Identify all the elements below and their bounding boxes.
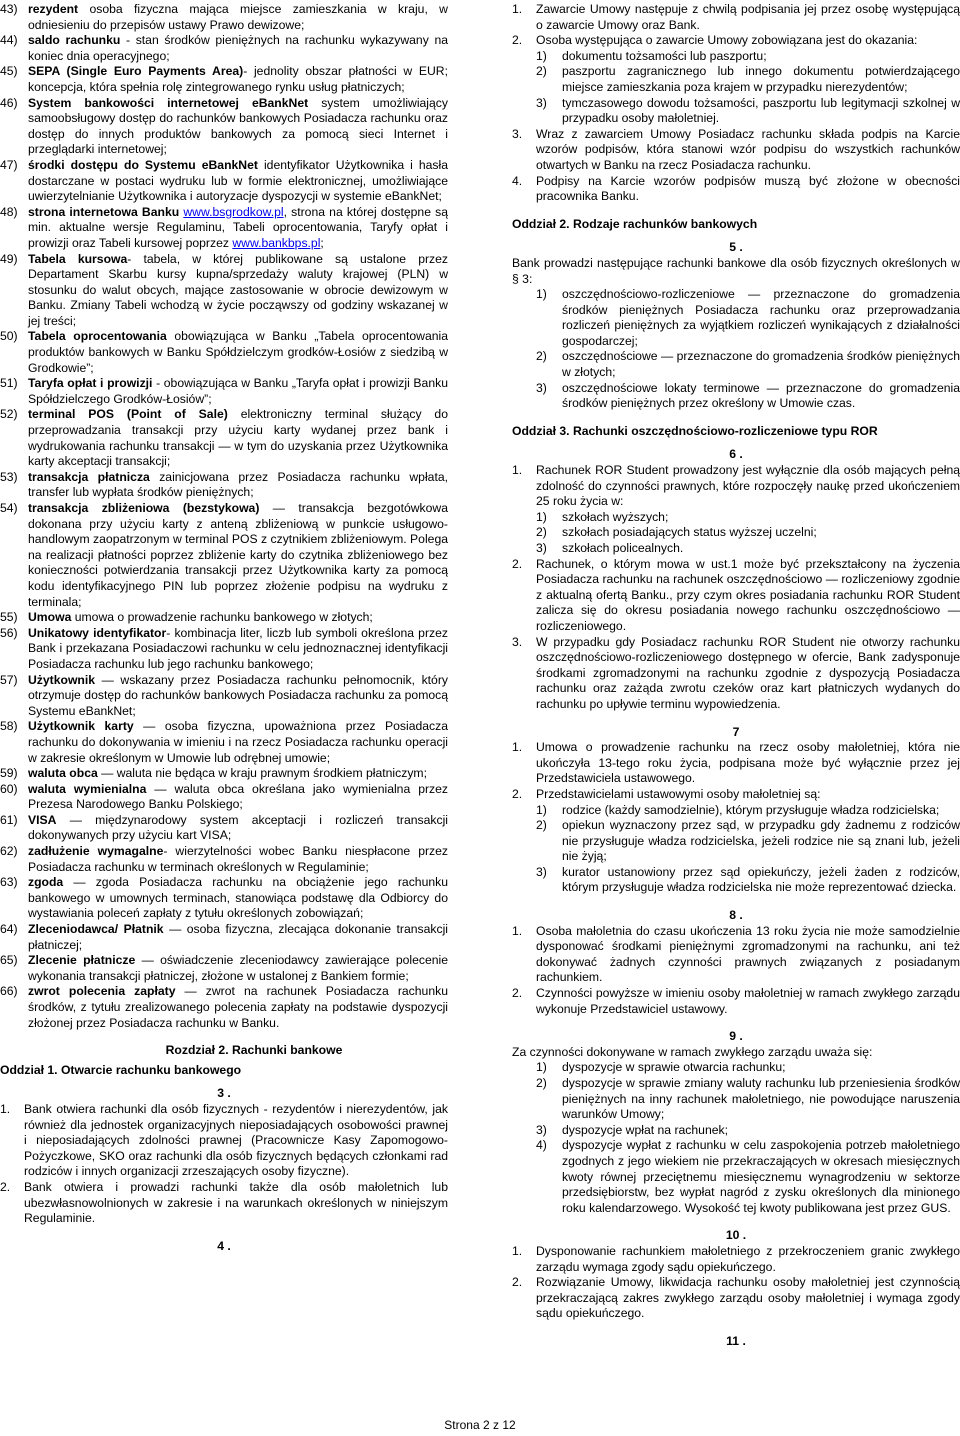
definition-item (0, 407, 448, 469)
item-text: dyspozycje w sprawie zmiany waluty rachunku lub przeniesienia środków pieniężnych na inny rachunek małoletniego, nie powodujące naruszenia warunków Umowy; (562, 1076, 960, 1122)
item-number: 1) (536, 509, 547, 524)
paragraph-9-subitems (512, 1060, 960, 1216)
item-text: tymczasowego dowodu tożsamości, paszportu lub legitymacji szkolnej w przypadku osoby małoletniej. (562, 95, 960, 126)
definition-number: 45) (0, 64, 18, 79)
definition-body: — oświadczenie zleceniodawcy zawierające polecenie wykonania transakcji płatniczej, złożone w ustalonej z Bankiem formie; (28, 953, 449, 983)
definition-term: Tabela oprocentowania (28, 329, 167, 344)
definition-body: - obowiązująca w Banku „Taryfa opłat i prowizji Banku Spółdzielczego Grodków-Łosiów”; (28, 376, 448, 406)
paragraph-9-intro: Za czynności dokonywane w ramach zwykłego zarządu uważa się: (512, 1044, 873, 1059)
paragraph-6-subitems (512, 510, 960, 557)
item-text: Osoba występująca o zawarcie Umowy zobowiązana jest do okazania: (536, 33, 918, 48)
definition-term: Taryfa opłat i prowizji (28, 376, 153, 391)
definition-term: Zleceniodawca/ Płatnik (28, 922, 164, 937)
definition-body: elektroniczny terminal służący do przeprowadzania transakcji przy użyciu karty wydanej przez bank i wydrukowania rachunku transakcji — w tym do uzyskania przez Użytkownika karty akceptacji transakcji; (28, 407, 448, 469)
definition-text (28, 766, 448, 782)
item-number: 2) (536, 525, 547, 540)
definition-number: 61) (0, 812, 18, 827)
definition-number: 52) (0, 407, 18, 422)
item-number: 2. (512, 1275, 523, 1290)
item-text: rodzice (każdy samodzielnie), którym przysługuje władza rodzicielska; (562, 802, 940, 817)
sub-item (512, 96, 960, 127)
sub-item (512, 1076, 960, 1123)
definition-text (28, 158, 448, 205)
item-text: Umowa o prowadzenie rachunku na rzecz osoby małoletniej, która nie ukończyła 13-tego roku życia, podpisana może być wyłącznie przez jej Przedstawiciela ustawowego. (536, 740, 960, 786)
paragraph-number-10: 10 . (725, 1228, 747, 1243)
definition-text (28, 953, 448, 984)
paragraph-item (0, 1180, 448, 1227)
paragraph-item (512, 1244, 960, 1275)
paragraph-4-items-cont (512, 127, 960, 205)
definition-term: Zlecenie płatnicze (28, 953, 136, 968)
definition-number: 53) (0, 469, 18, 484)
definition-number: 47) (0, 157, 18, 172)
definition-body-cont: , strona na której dostępne są min. aktualne wersje Regulaminu, Tabeli oprocentowania, Taryfy opłat i prowizji oraz Tabeli kursowej poprzez (28, 204, 448, 250)
definition-item (0, 376, 448, 407)
definition-number: 59) (0, 766, 18, 781)
definition-number: 63) (0, 875, 18, 890)
definition-term: transakcja zbliżeniowa (bezstykowa) (28, 501, 260, 515)
definition-term: waluta obca (28, 766, 98, 781)
right-column (512, 2, 960, 1350)
definition-text (28, 673, 448, 720)
item-number: 2) (536, 349, 547, 364)
item-text: Czynności powyższe w imieniu osoby małoletniej w ramach zwykłego zarządu wykonuje Przedstawiciel ustawowy. (536, 986, 960, 1016)
definition-body: — osoba fizyczna, upoważniona przez Posiadacza rachunku do dokonywania w imieniu i na rzecz Posiadacza rachunku operacji w zakresie określonym w Umowie lub odrębnej umowie; (28, 719, 448, 765)
paragraph-item (512, 33, 960, 49)
definition-item (0, 158, 448, 205)
paragraph-item (512, 174, 960, 205)
item-text: dyspozycje wypłat z rachunku w celu zaspokojenia potrzeb małoletniego zgodnych z jego wiekiem nie przekraczających w okresach miesięcznych kwoty równej przeciętnemu miesięcznemu wynagrodzeniu w sektorze przedsiębiorstw, bez wypłat nagród z zysku określonych dla minionego roku kalendarzowego. Wysokość tej kwoty publikowana jest przez GUS. (562, 1138, 960, 1215)
item-text: dyspozycje wpłat na rachunek; (562, 1122, 728, 1137)
definition-body: — waluta obca określana jako wymienialna przez Prezesa Narodowego Banku Polskiego; (28, 781, 448, 812)
item-number: 3) (536, 380, 547, 395)
definition-item (0, 96, 448, 158)
definition-number: 48) (0, 204, 18, 219)
definition-term: terminal POS (Point of Sale) (28, 407, 228, 422)
definition-body: — zgoda Posiadacza rachunku na obciążenie jego rachunku bankowego w umownych terminach, stanowiąca podstawę dla Odbiorcy do wystawiania poleceń zapłaty z tytułu określonych zobowiązań; (28, 875, 448, 921)
paragraph-5-subitems (512, 287, 960, 412)
definition-term: saldo rachunku (28, 33, 121, 48)
definition-item (0, 33, 448, 64)
sub-item (512, 1060, 960, 1076)
definition-item (0, 470, 448, 501)
definition-text (28, 813, 448, 844)
item-number: 4) (536, 1138, 547, 1153)
definition-item (0, 766, 448, 782)
item-text: Podpisy na Karcie wzorów podpisów muszą być złożone w obecności pracownika Banku. (536, 173, 960, 204)
item-number: 1) (536, 48, 547, 63)
definition-text (28, 626, 448, 673)
definition-term: rezydent (28, 2, 79, 16)
paragraph-7-subitems (512, 803, 960, 897)
paragraph-10-items (512, 1244, 960, 1322)
sub-item (512, 1138, 960, 1216)
sub-item (512, 803, 960, 819)
definition-body: - stan środków pieniężnych na rachunku wykazywany na koniec dnia operacyjnego; (28, 33, 448, 63)
item-text: Zawarcie Umowy następuje z chwilą podpisania jej przez osobę występującą o zawarcie Umowy oraz Bank. (536, 2, 960, 32)
paragraph-item (512, 986, 960, 1017)
definition-item (0, 844, 448, 875)
section-heading-oddzial-1: Oddział 1. Otwarcie rachunku bankowego (0, 1062, 242, 1077)
item-text: Dysponowanie rachunkiem małoletniego z przekroczeniem granic zwykłego zarządu wymaga zgody sądu opiekuńczego. (536, 1243, 960, 1274)
paragraph-number-6: 6 . (729, 447, 743, 462)
sub-item (512, 541, 960, 557)
item-text: Przedstawicielami ustawowymi osoby małoletniej są: (536, 786, 821, 801)
definition-item (0, 252, 448, 330)
item-text: opiekun wyznaczony przez sąd, w przypadku gdy żadnemu z rodziców nie przysługuje władza rodzicielska, jeżeli rodzice nie są znani lub, jeżeli nie żyją; (562, 818, 960, 864)
definition-body: — wskazany przez Posiadacza rachunku pełnomocnik, który otrzymuje dostęp do rachunków bankowych Posiadacza rachunku za pomocą Systemu eBankNet; (28, 672, 448, 718)
bank-website-link[interactable]: www.bsgrodkow.pl (183, 204, 284, 219)
sub-item (512, 49, 960, 65)
item-number: 1. (512, 740, 523, 755)
item-number: 2. (512, 33, 523, 48)
paragraph-number-3: 3 . (217, 1086, 231, 1101)
paragraph-number-9: 9 . (729, 1029, 743, 1044)
definition-body: - kombinacja liter, liczb lub symboli określona przez Bank i przekazana Posiadaczowi rachunku w celu jednoznacznej identyfikacji Posiadacza rachunku lub jego rachunku bankowego; (28, 625, 448, 671)
item-text: Rozwiązanie Umowy, likwidacja rachunku osoby małoletniej jest czynnością przekraczającą zakres zwykłego zarządu osoby małoletniej i wymaga zgody sądu opiekuńczego. (536, 1275, 960, 1321)
definition-number: 54) (0, 501, 18, 515)
definition-number: 60) (0, 781, 18, 796)
item-number: 4. (512, 173, 523, 188)
item-text: szkołach policealnych. (562, 541, 684, 555)
item-number: 2. (512, 786, 523, 801)
item-text: kurator ustanowiony przez sąd opiekuńczy, jeżeli żaden z rodziców, którym przysługuje władza rodzicielska nie może reprezentować dziecka. (562, 864, 960, 895)
item-number: 1) (536, 1060, 547, 1075)
definition-term: transakcja płatnicza (28, 469, 150, 484)
definition-text (28, 407, 448, 469)
item-number: 2) (536, 1076, 547, 1090)
definition-body: identyfikator Użytkownika i hasła dostarczane w postaci wydruku lub w formie elektronicznej, umożliwiające uwierzytelnianie Użytkownika i autoryzacje dyspozycji w systemie eBankNet; (28, 157, 448, 204)
definition-number: 64) (0, 922, 18, 937)
definition-term: System bankowości internetowej eBankNet (28, 95, 309, 110)
item-number: 1. (512, 2, 523, 16)
sub-item (512, 865, 960, 896)
definition-body: — waluta nie będąca w kraju prawnym środkiem płatniczym; (97, 766, 427, 781)
definition-number: 57) (0, 672, 18, 687)
definition-item (0, 922, 448, 953)
definition-text (28, 984, 448, 1031)
item-number: 1. (0, 1101, 11, 1116)
section-heading-oddzial-3: Oddział 3. Rachunki oszczędnościowo-rozliczeniowe typu ROR (512, 423, 878, 438)
item-number: 3. (512, 634, 523, 649)
definition-text (28, 470, 448, 501)
definition-item (0, 673, 448, 720)
item-text: oszczędnościowe lokaty terminowe — przeznaczone do gromadzenia środków pieniężnych przez określony w Umowie czas. (562, 380, 960, 411)
definition-body: umowa o prowadzenie rachunku bankowego w złotych; (71, 610, 373, 625)
item-text: dyspozycje w sprawie otwarcia rachunku; (562, 1060, 786, 1075)
item-text: szkołach wyższych; (562, 509, 669, 524)
item-number: 2. (512, 556, 523, 571)
definition-number: 44) (0, 33, 18, 48)
paragraph-4-subitems (512, 49, 960, 127)
definition-text (28, 782, 448, 813)
item-text: Rachunek, o którym mowa w ust.1 może być przekształcony na życzenia Posiadacza rachunku na rachunek oszczędnościowo — rozliczeniowy zgodnie z aktualną ofertą Banku., przy czym okres posiadania rachunku ROR Student zalicza się do okresu posiadania nowego rachunku oszczędnościowo — rozliczeniowego. (536, 556, 960, 633)
item-number: 3) (536, 541, 547, 555)
definition-body: — zwrot na rachunek Posiadacza rachunku środków, z tytułu zrealizowanego polecenia zapłaty na podstawie dyspozycji złożonej przez Posiadacza rachunku w Banku. (28, 984, 448, 1030)
definition-number: 49) (0, 251, 18, 266)
item-text: W przypadku gdy Posiadacz rachunku ROR Student nie otworzy rachunku oszczędnościowo-rozliczeniowego dostępnego w ofercie, Bank zadysponuje środkami zgromadzonymi na rachunku zgodnie z dyspozycją Posiadacza rachunku oraz zażąda zwrotu czeków oraz kart płatniczych wydanych do rachunku po upływie terminu wypowiedzenia. (536, 634, 960, 711)
item-text: Bank otwiera i prowadzi rachunki także dla osób małoletnich lub ubezwłasnowolnionych w zakresie i na warunkach określonych w niniejszym Regulaminie. (24, 1179, 448, 1226)
paragraph-number-7: 7 (732, 724, 740, 739)
bankbps-link[interactable]: www.bankbps.pl (232, 235, 321, 250)
definition-body: - wierzytelności wobec Banku niespłacone przez Posiadacza rachunku w terminach określonych w Regulaminie; (28, 844, 449, 874)
definition-item (0, 205, 448, 252)
item-text: szkołach posiadających status wyższej uczelni; (562, 525, 817, 540)
definition-number: 58) (0, 719, 18, 734)
page-number-footer: Strona 2 z 12 (444, 1418, 516, 1432)
definition-body: obowiązująca w Banku „Tabela oprocentowania produktów bankowych w Banku Spółdzielczym grodków-Łosiów z siedzibą w Grodkowie”; (28, 329, 448, 375)
definition-text (28, 2, 448, 33)
sub-item (512, 1123, 960, 1139)
paragraph-item (0, 1102, 448, 1180)
sub-item (512, 510, 960, 526)
definition-term: Tabela kursowa (28, 251, 128, 266)
definition-body: — międzynarodowy system akceptacji i rozliczeń transakcji dokonywanych przy użyciu kart VISA; (28, 812, 448, 843)
definition-term: zgoda (28, 875, 64, 890)
item-number: 3. (512, 126, 523, 141)
definition-term: Użytkownik karty (28, 719, 134, 734)
item-text: Wraz z zawarciem Umowy Posiadacz rachunku składa podpis na Karcie wzorów podpisów, która stanowi wzór podpisu do wszystkich rachunków otwartych w Banku na rzecz Posiadacza rachunku. (536, 126, 960, 172)
definition-item (0, 782, 448, 813)
definition-text (28, 33, 448, 64)
definition-body: osoba fizyczna mająca miejsce zamieszkania w kraju, w odniesieniu do przepisów ustawy Prawo dewizowe; (28, 2, 448, 32)
paragraph-item (512, 924, 960, 986)
item-text: paszportu zagranicznego lub innego dokumentu potwierdzającego miejsce zamieszkania poza krajem w przypadku nierezydentów; (562, 64, 960, 94)
paragraph-item (512, 1275, 960, 1322)
definition-item (0, 875, 448, 922)
paragraph-item (512, 635, 960, 713)
paragraph-7-items (512, 740, 960, 802)
paragraph-item (512, 127, 960, 174)
definition-body: - tabela, w której publikowane są ustalone przez Departament Skarbu kursy kupna/sprzedaży waluty krajowej (PLN) w stosunku do walut obcych, mające zastosowanie w obrocie dewizowym w Banku. Zmiany Tabeli wchodzą w życie począwszy od godziny wskazanej w jej treści; (28, 251, 448, 328)
item-text: Osoba małoletnia do czasu ukończenia 13 roku życia nie może samodzielnie dysponować środkami pieniężnymi zgromadzonymi na rachunku, ani też dokonywać żadnych czynności prawnych związanych z posiadanym rachunkiem. (536, 923, 960, 985)
item-number: 1) (536, 287, 547, 302)
definition-text (28, 501, 448, 610)
definition-term: strona internetowa Banku (28, 204, 180, 219)
paragraph-8-items (512, 924, 960, 1018)
definition-text (28, 96, 448, 158)
definition-term: Użytkownik (28, 672, 96, 687)
item-text: oszczędnościowo-rozliczeniowe — przeznaczone do gromadzenia środków pieniężnych Posiadacza rachunku oraz przeprowadzania rozliczeń pieniężnych za wyjątkiem rozliczeń wynikających z działalności gospodarczej; (562, 287, 960, 348)
definition-item (0, 984, 448, 1031)
item-number: 1) (536, 802, 547, 817)
definition-text (28, 205, 448, 252)
paragraph-6-item-1 (512, 463, 960, 510)
sub-item (512, 381, 960, 412)
item-text: Rachunek ROR Student prowadzony jest wyłącznie dla osób mających pełną zdolność do czynności prawnych, które rozpoczęły naukę przed ukończeniem 25 roku życia w: (536, 463, 960, 509)
chapter-heading: Rozdział 2. Rachunki bankowe (165, 1043, 343, 1058)
definition-text (28, 610, 448, 626)
definition-term: VISA (28, 812, 57, 827)
definition-number: 51) (0, 376, 18, 391)
definition-item (0, 719, 448, 766)
left-column (0, 2, 448, 1254)
definition-body: system umożliwiający samoobsługowy dostęp do rachunków bankowych Posiadacza rachunku oraz dostęp do innych produktów bankowych za pomocą sieci Internet i przeglądarki internetowej; (28, 95, 448, 157)
definition-text (28, 719, 448, 766)
definition-term: Umowa (28, 610, 72, 625)
definition-item (0, 813, 448, 844)
definition-term: zwrot polecenia zapłaty (28, 984, 176, 999)
definition-text (28, 922, 448, 953)
paragraph-5-intro: Bank prowadzi następujące rachunki bankowe dla osób fizycznych określonych w § 3: (512, 255, 960, 286)
definition-term: Unikatowy identyfikator (28, 625, 167, 640)
item-number: 1. (512, 463, 523, 478)
definition-number: 62) (0, 844, 18, 859)
definitions-list (0, 2, 448, 1031)
definition-body: — transakcja bezgotówkowa dokonana przy użyciu karty z anteną zbliżeniową w punkcie usługowo-handlowym zaopatrzonym w terminal POS z czytnikiem zbliżeniowym. Polega na realizacji płatności poprzez zbliżenie karty do czytnika zbliżeniowego bez konieczności potwierdzania transakcji przez Użytkownika karty za pomocą kodu identyfikacyjnego PIN lub poprzez złożenie podpisu na wydruku z terminala; (28, 501, 448, 609)
definition-text (28, 252, 448, 330)
definition-text (28, 64, 448, 95)
definition-item (0, 2, 448, 33)
definition-number: 50) (0, 329, 18, 344)
item-number: 3) (536, 1122, 547, 1137)
sub-item (512, 349, 960, 380)
section-heading-oddzial-2: Oddział 2. Rodzaje rachunków bankowych (512, 216, 758, 231)
definition-body: zainicjowana przez Posiadacza rachunku wpłata, transfer lub wypłata środków pieniężnych; (28, 469, 448, 500)
definition-number: 43) (0, 2, 18, 16)
item-number: 2) (536, 818, 547, 833)
definition-item (0, 501, 448, 610)
definition-number: 66) (0, 984, 18, 999)
item-number: 1. (512, 923, 523, 938)
item-text: oszczędnościowe — przeznaczone do gromadzenia środków pieniężnych w złotych; (562, 349, 960, 380)
definition-body: - jednolity obszar płatności w EUR; koncepcja, która spełnia rolę zintegrowanego rynku usług płatniczych; (28, 64, 448, 94)
item-number: 3) (536, 864, 547, 879)
paragraph-number-8: 8 . (729, 908, 743, 923)
definition-number: 56) (0, 625, 18, 640)
paragraph-number-11: 11 . (726, 1333, 746, 1348)
definition-body-end: ; (320, 235, 324, 250)
definition-item (0, 329, 448, 376)
item-text: Bank otwiera rachunki dla osób fizycznych - rezydentów i nierezydentów, jak również dla jednostek organizacyjnych nieposiadających osobowości prawnej i nieposiadających zdolności prawnej (Pracownicze Kasy Zapomogowo-Pożyczkowe, SKO oraz rachunki dla osób fizycznych będących członkami rad rodziców i innych organizacji zrzeszających osoby fizyczne). (24, 1101, 448, 1179)
paragraph-4-items (512, 2, 960, 49)
definition-term: zadłużenie wymagalne (28, 844, 164, 859)
paragraph-number-4: 4 . (217, 1238, 231, 1253)
item-text: dokumentu tożsamości lub paszportu; (562, 48, 767, 63)
definition-item (0, 953, 448, 984)
item-number: 1. (512, 1243, 523, 1258)
definition-text (28, 329, 448, 376)
definition-item (0, 626, 448, 673)
definition-text (28, 376, 448, 407)
definition-text (28, 875, 448, 922)
item-number: 2) (536, 64, 547, 79)
definition-number: 55) (0, 610, 18, 625)
paragraph-number-5: 5 . (729, 240, 743, 255)
sub-item (512, 64, 960, 95)
sub-item (512, 818, 960, 865)
definition-term: SEPA (Single Euro Payments Area) (28, 64, 244, 79)
paragraph-item (512, 557, 960, 635)
paragraph-6-items (512, 557, 960, 713)
sub-item (512, 287, 960, 349)
definition-number: 46) (0, 95, 18, 110)
paragraph-3-items (0, 1102, 448, 1227)
definition-term: waluta wymienialna (28, 781, 147, 796)
definition-number: 65) (0, 953, 18, 968)
item-number: 2. (512, 986, 523, 1001)
item-number: 2. (0, 1179, 11, 1194)
paragraph-item (512, 740, 960, 787)
sub-item (512, 525, 960, 541)
definition-body: — osoba fizyczna, zlecająca dokonanie transakcji płatniczej; (28, 922, 448, 952)
definition-term: środki dostępu do Systemu eBankNet (28, 157, 258, 172)
item-number: 3) (536, 95, 547, 110)
paragraph-item (512, 787, 960, 803)
definition-item (0, 64, 448, 95)
definition-text (28, 844, 448, 875)
paragraph-item (512, 2, 960, 33)
definition-item (0, 610, 448, 626)
